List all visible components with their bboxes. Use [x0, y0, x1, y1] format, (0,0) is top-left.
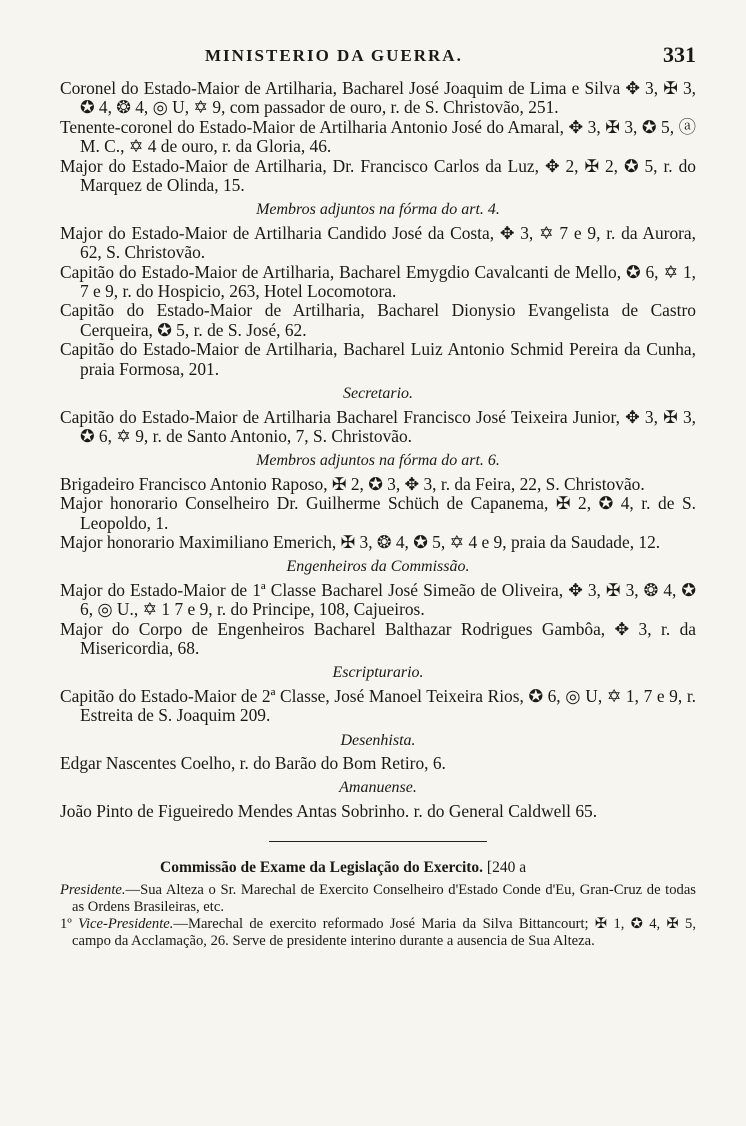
list-item: Tenente-coronel do Estado-Maior de Artilharia Antonio José do Amaral, ✥ 3, ✠ 3, ✪ 5, ⓐ M. C., ✡ 4 de ouro, r. da Gloria, 46.: [60, 116, 696, 157]
section-heading: Amanuense.: [339, 779, 417, 797]
vice-presidente-label: Vice-Presidente.: [78, 915, 174, 932]
list-item: Capitão do Estado-Maior de Artilharia Bacharel Francisco José Teixeira Junior, ✥ 3, ✠ 3, ✪ 6, ✡ 9, r. de Santo Antonio, 7, S. Christovão.: [60, 406, 696, 446]
list-item: João Pinto de Figueiredo Mendes Antas Sobrinho. r. do General Caldwell 65.: [60, 800, 598, 821]
list-item: Capitão do Estado-Maior de Artilharia, Bacharel Dionysio Evangelista de Castro Cerqueira, ✪ 5, r. de S. José, 62.: [60, 300, 696, 340]
section-heading: Membros adjuntos na fórma do art. 4.: [256, 201, 500, 219]
page-title: MINISTERIO DA GUERRA.: [205, 46, 463, 65]
divider: [269, 841, 487, 842]
list-item: Coronel do Estado-Maior de Artilharia, Bacharel José Joaquim de Lima e Silva ✥ 3, ✠ 3, ✪ 4, ❂ 4, ◎ U, ✡ 9, com passador de ouro, r. de S. Christovão, 251.: [60, 78, 696, 118]
section-heading: Desenhista.: [340, 731, 416, 749]
page-header: [0, 44, 746, 74]
section-heading: Escripturario.: [332, 664, 424, 682]
list-item: Capitão do Estado-Maior de Artilharia, Bacharel Luiz Antonio Schmid Pereira da Cunha, praia Formosa, 201.: [60, 339, 696, 379]
vice-presidente-entry: [60, 916, 696, 950]
commission-heading: [60, 858, 696, 877]
list-item: Major do Estado-Maior de Artilharia Candido José da Costa, ✥ 3, ✡ 7 e 9, r. da Aurora, 62, S. Christovão.: [60, 222, 696, 263]
document-body: [60, 79, 696, 950]
page-number: 331: [663, 42, 696, 67]
list-item: Edgar Nascentes Coelho, r. do Barão do Bom Retiro, 6.: [60, 753, 446, 773]
list-item: Major honorario Maximiliano Emerich, ✠ 3, ❂ 4, ✪ 5, ✡ 4 e 9, praia da Saudade, 12.: [60, 531, 661, 552]
section-heading: Secretario.: [342, 385, 414, 403]
list-item: Major do Estado-Maior de Artilharia, Dr. Francisco Carlos da Luz, ✥ 2, ✠ 2, ✪ 5, r. do Marquez de Olinda, 15.: [60, 155, 696, 196]
list-item: Brigadeiro Francisco Antonio Raposo, ✠ 2, ✪ 3, ✥ 3, r. da Feira, 22, S. Christovão.: [60, 473, 645, 494]
presidente-entry: [60, 882, 696, 916]
list-item: Major do Estado-Maior de 1ª Classe Bacharel José Simeão de Oliveira, ✥ 3, ✠ 3, ❂ 4, ✪ 6, ◎ U., ✡ 1 7 e 9, r. do Principe, 108, Cajueiros.: [60, 579, 696, 620]
list-item: Capitão do Estado-Maior de Artilharia, Bacharel Emygdio Cavalcanti de Mello, ✪ 6, ✡ 1, 7 e 9, r. do Hospicio, 263, Hotel Locomotora.: [60, 261, 696, 302]
commission-title-suffix: [240 a: [486, 859, 527, 877]
section-heading: Membros adjuntos na fórma do art. 6.: [256, 452, 500, 470]
presidente-text: —Sua Alteza o Sr. Marechal de Exercito Conselheiro d'Estado Conde d'Eu, Gran-Cruz de todas as Ordens Brasileiras, etc.: [72, 881, 696, 915]
vice-number: 1º: [60, 915, 72, 932]
commission-title: Commissão de Exame da Legislação do Exercito.: [160, 859, 484, 877]
section-heading: Engenheiros da Commissão.: [286, 558, 470, 576]
vice-presidente-text: —Marechal de exercito reformado José Maria da Silva Bittancourt; ✠ 1, ✪ 4, ✠ 5, campo da Acclamação, 26. Serve de presidente interino durante a ausencia de Sua Alteza.: [72, 915, 696, 949]
list-item: Major honorario Conselheiro Dr. Guilherme Schüch de Capanema, ✠ 2, ✪ 4, r. de S. Leopoldo, 1.: [60, 493, 696, 533]
list-item: Major do Corpo de Engenheiros Bacharel Balthazar Rodrigues Gambôa, ✥ 3, r. da Misericordia, 68.: [60, 618, 696, 658]
presidente-label: Presidente.: [60, 881, 126, 898]
list-item: Capitão do Estado-Maior de 2ª Classe, José Manoel Teixeira Rios, ✪ 6, ◎ U, ✡ 1, 7 e 9, r. Estreita de S. Joaquim 209.: [60, 685, 696, 726]
